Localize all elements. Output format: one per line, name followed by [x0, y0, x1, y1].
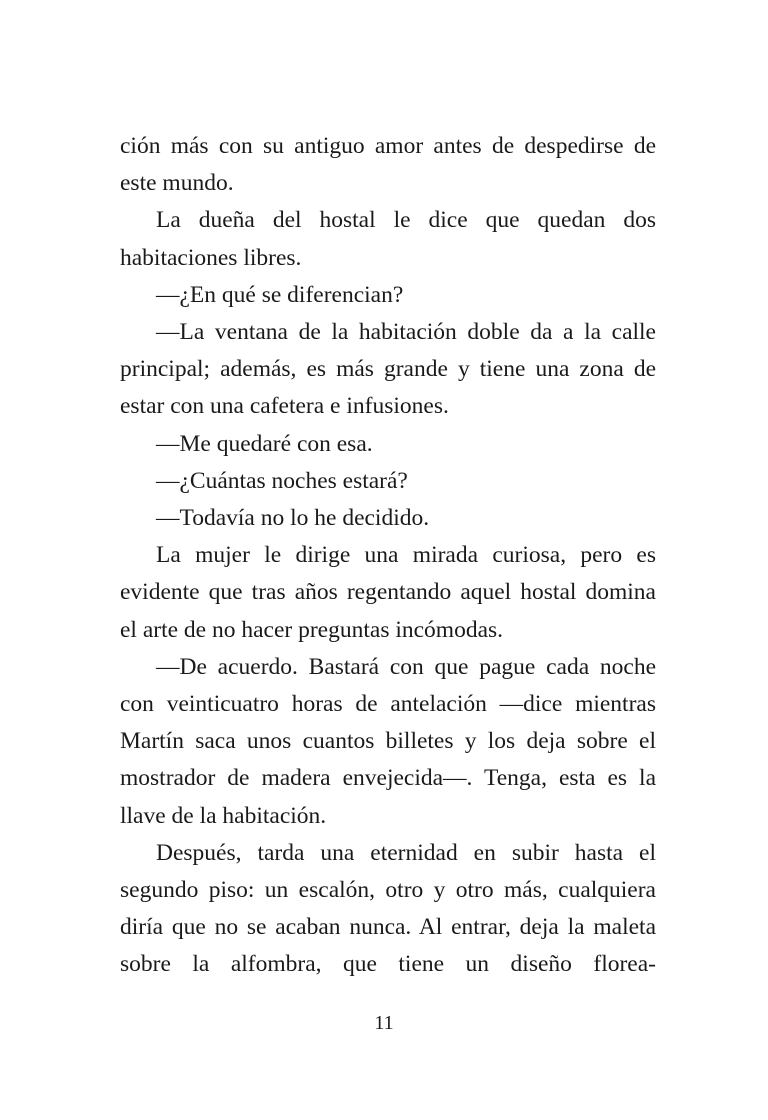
paragraph-continuation: ción más con su antiguo amor antes de despedirse de este mundo.: [120, 133, 656, 197]
paragraph-last: Después, tarda una eternidad en subir hasta el segundo piso: un escalón, otro y otro más, cualquiera diría que no se acaban nunca. Al entrar, deja la maleta sobre la alfombra, que tiene un diseño florea-: [120, 839, 656, 978]
dialogue-line: —Todavía no lo he decidido.: [156, 505, 430, 532]
dialogue-line: —¿En qué se diferencian?: [156, 281, 404, 308]
paragraph: La mujer le dirige una mirada curiosa, pero es evidente que tras años regentando aquel hostal domina el arte de no hacer preguntas incómodas.: [120, 542, 656, 643]
dialogue-line: —Me quedaré con esa.: [156, 430, 373, 457]
page-number: 11: [374, 1012, 394, 1034]
dialogue-line: —La ventana de la habitación doble da a la calle principal; además, es más grande y tiene una zona de estar con una cafetera e infusiones.: [120, 319, 656, 420]
dialogue-line: —De acuerdo. Bastará con que pague cada noche con veinticuatro horas de antelación —dice mientras Martín saca unos cuantos billetes y los deja sobre el mostrador de madera envejecida—. Tenga, esta es la llave de la habitación.: [120, 653, 656, 829]
dialogue-line: —¿Cuántas noches estará?: [156, 467, 408, 494]
paragraph: La dueña del hostal le dice que quedan dos habitaciones libres.: [120, 207, 656, 271]
body-text: [120, 128, 656, 984]
